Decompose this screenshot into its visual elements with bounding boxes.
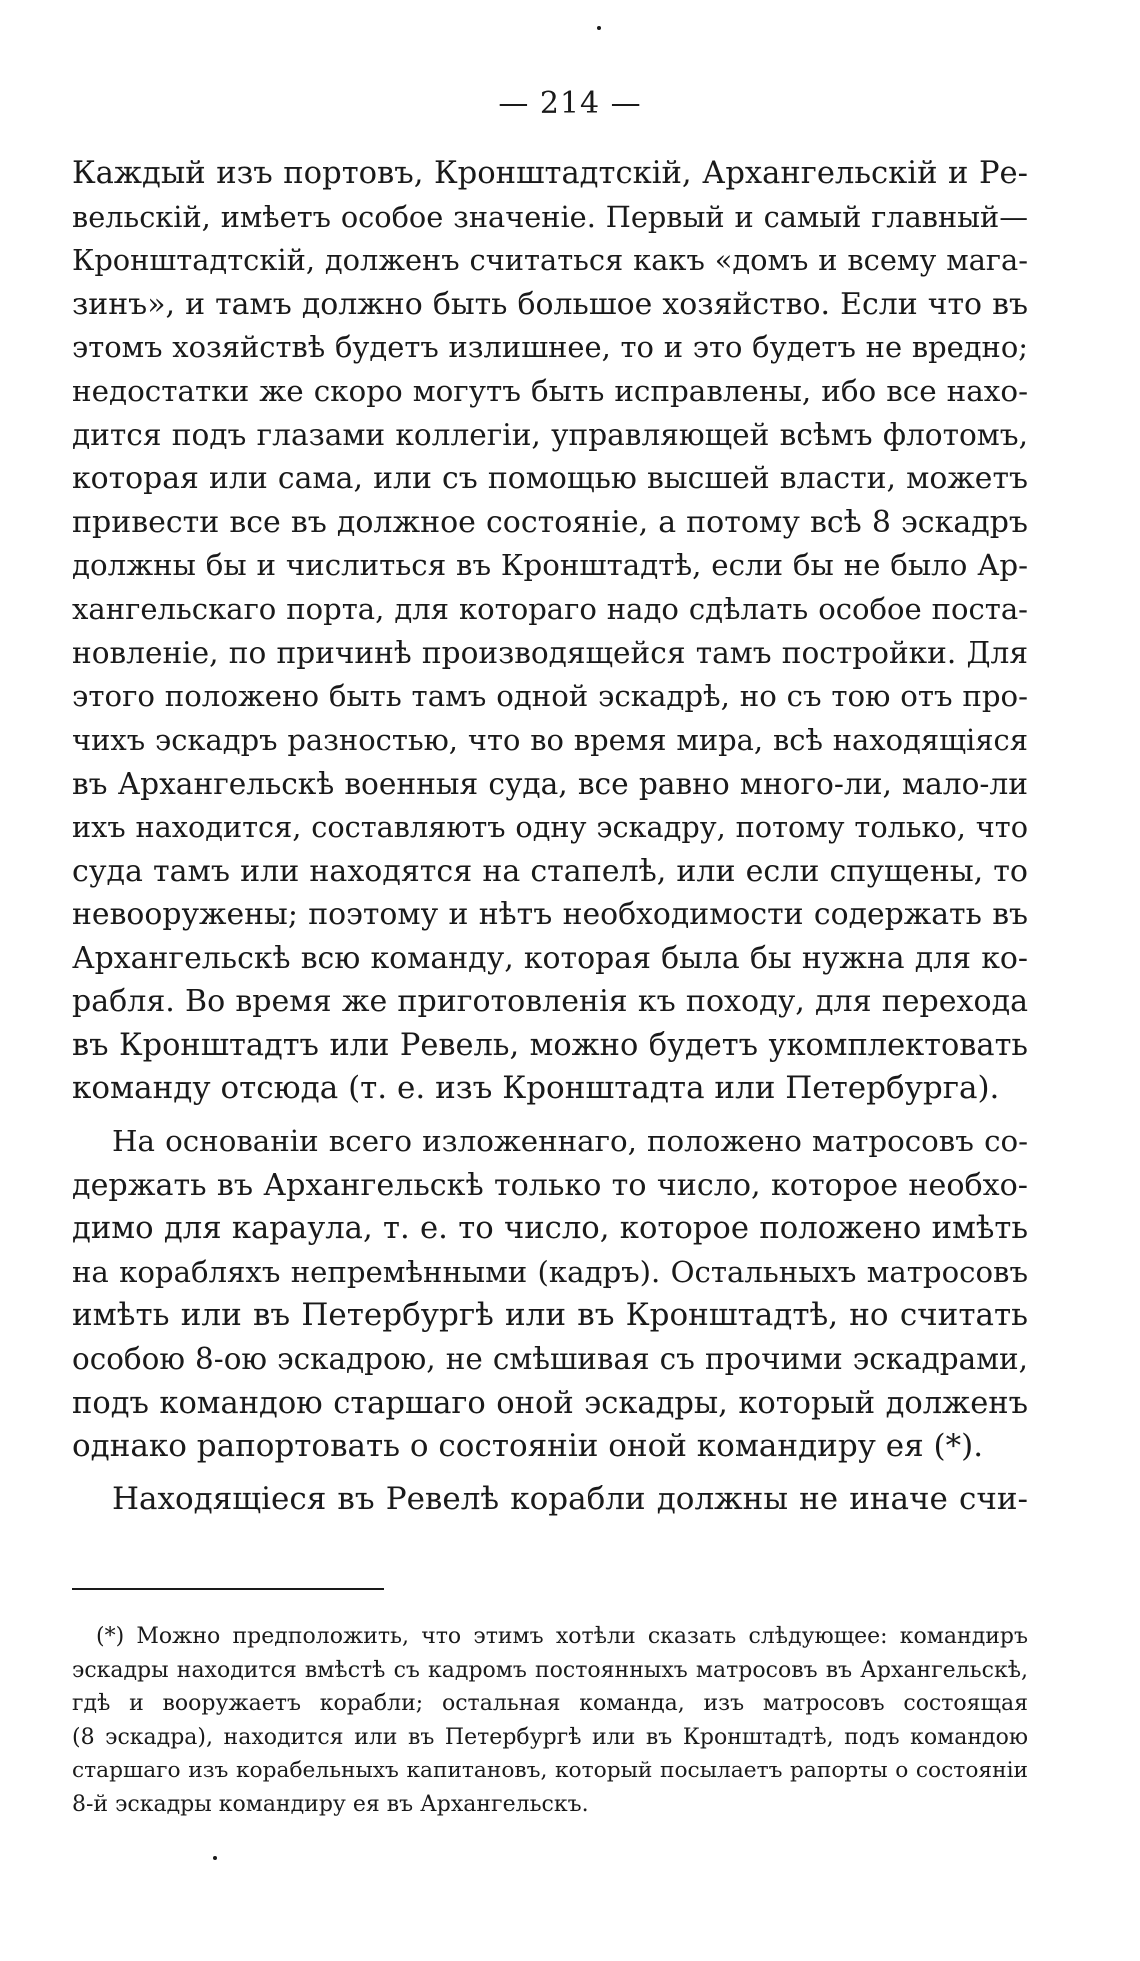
- footnote-rule: [72, 1588, 384, 1590]
- footnote: [72, 1620, 1028, 1821]
- text-line: дится подъ глазами коллегіи, управляющей всѣмъ флотомъ,: [72, 417, 1028, 452]
- text-line: которая или сама, или съ помощью высшей власти, можетъ: [72, 461, 1028, 497]
- text-line: суда тамъ или находятся на стапелѣ, или если спущены, то: [72, 853, 1028, 889]
- text-line: новленіе, по причинѣ производящейся тамъ постройки. Для: [72, 635, 1028, 670]
- text-line: подъ командою старшаго оной эскадры, который долженъ: [72, 1385, 1028, 1421]
- text-line: однако рапортовать о состояніи оной командиру ея (*).: [72, 1428, 984, 1465]
- footnote-line: старшаго изъ корабельныхъ капитановъ, который посылаетъ рапорты о состояніи: [72, 1758, 1028, 1783]
- text-line: Находящіеся въ Ревелѣ корабли должны не иначе счи-: [112, 1480, 1028, 1517]
- text-line: держать въ Архангельскѣ только то число, которое необхо-: [72, 1167, 1028, 1203]
- text-line: въ Кронштадтъ или Ревель, можно будетъ укомплектовать: [72, 1027, 1028, 1063]
- text-line: привести все въ должное состояніе, а потому всѣ 8 эскадръ: [72, 504, 1028, 540]
- text-line: димо для караула, т. е. то число, которое положено имѣть: [72, 1211, 1028, 1247]
- text-line: вельскій, имѣетъ особое значеніе. Первый и самый главный—: [72, 199, 1028, 234]
- paragraph: [72, 1120, 1028, 1469]
- footnote-line: 8-й эскадры командиру ея въ Архангельскъ.: [72, 1791, 589, 1817]
- footnote-line: (8 эскадра), находится или въ Петербургѣ или въ Кронштадтѣ, подъ командою: [72, 1724, 1028, 1750]
- text-line: должны бы и числиться въ Кронштадтѣ, если бы не было Ар-: [72, 548, 1028, 583]
- paragraph-gap: [72, 1111, 1028, 1120]
- text-line: чихъ эскадръ разностью, что во время мира, всѣ находящіяся: [72, 722, 1028, 757]
- text-line: этого положено быть тамъ одной эскадрѣ, но съ тою отъ про-: [72, 679, 1028, 714]
- page-number: — 214 —: [498, 86, 642, 121]
- main-text: [72, 152, 1028, 1521]
- paragraph-gap: [72, 1469, 1028, 1478]
- text-line: хангельскаго порта, для котораго надо сдѣлать особое поста-: [72, 591, 1028, 626]
- text-line: Кронштадтскій, долженъ считаться какъ «домъ и всему мага-: [72, 243, 1028, 278]
- text-line: имѣть или въ Петербургѣ или въ Кронштадтѣ, но считать: [72, 1297, 1028, 1334]
- paragraph: [72, 152, 1028, 1111]
- text-line: недостатки же скоро могутъ быть исправлены, ибо все нахо-: [72, 373, 1028, 408]
- print-speck: [213, 1856, 217, 1860]
- text-line: ихъ находится, составляютъ одну эскадру, потому только, что: [72, 809, 1028, 844]
- text-line: Каждый изъ портовъ, Кронштадтскій, Архангельскій и Ре-: [72, 156, 1028, 191]
- text-line: рабля. Во время же приготовленія къ походу, для перехода: [72, 984, 1028, 1020]
- footnote-line: гдѣ и вооружаетъ корабли; остальная команда, изъ матросовъ состоящая: [72, 1691, 1028, 1716]
- text-line: въ Архангельскѣ военныя суда, все равно много-ли, мало-ли: [72, 766, 1028, 802]
- text-line: этомъ хозяйствѣ будетъ излишнее, то и это будетъ не вредно;: [72, 330, 1028, 365]
- text-line: на корабляхъ непремѣнными (кадръ). Остальныхъ матросовъ: [72, 1254, 1028, 1289]
- text-line: На основаніи всего изложеннаго, положено матросовъ со-: [112, 1124, 1028, 1159]
- text-line: команду отсюда (т. е. изъ Кронштадта или Петербурга).: [72, 1070, 1000, 1107]
- text-line: невооружены; поэтому и нѣтъ необходимости содержать въ: [72, 897, 1028, 933]
- footnote-line: эскадры находится вмѣстѣ съ кадромъ постоянныхъ матросовъ въ Архангельскѣ,: [72, 1657, 1028, 1683]
- print-speck: [597, 26, 601, 30]
- footnote-line: (*) Можно предположить, что этимъ хотѣли сказать слѣдующее: командиръ: [96, 1624, 1028, 1649]
- text-line: особою 8-ою эскадрою, не смѣшивая съ прочими эскадрами,: [72, 1342, 1028, 1377]
- paragraph: [72, 1478, 1028, 1522]
- text-line: зинъ», и тамъ должно быть большое хозяйство. Если что въ: [72, 286, 1028, 322]
- text-line: Архангельскѣ всю команду, которая была бы нужна для ко-: [72, 940, 1028, 976]
